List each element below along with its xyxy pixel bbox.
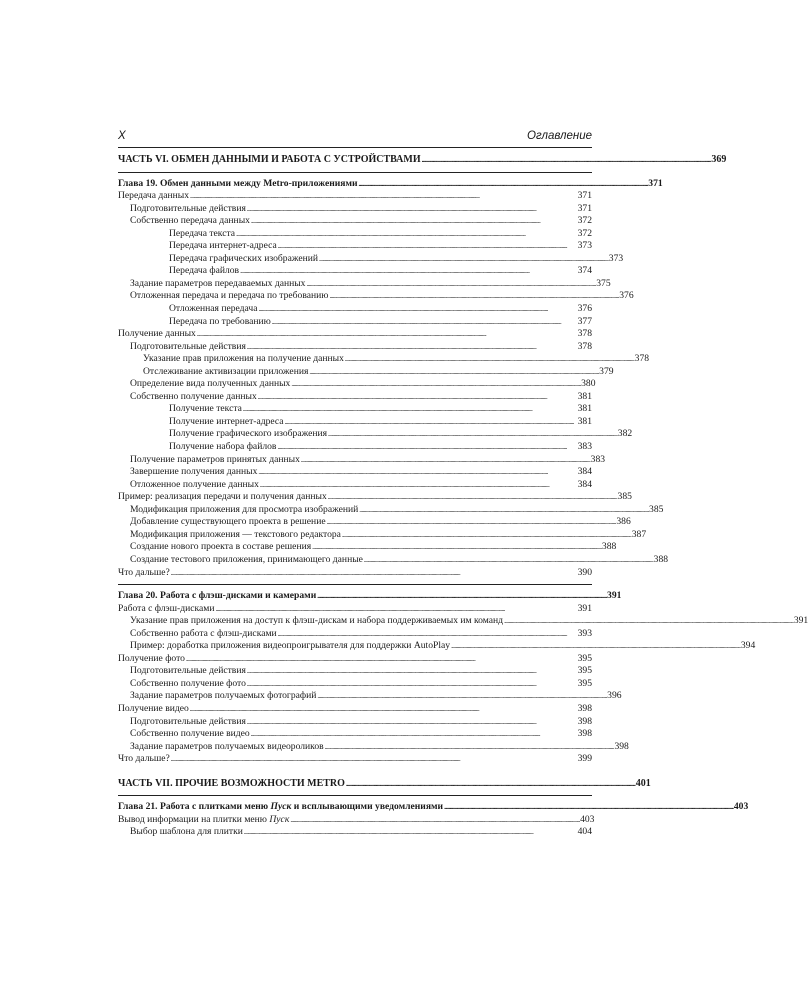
toc-entry[interactable] bbox=[118, 341, 592, 354]
toc-title: Передача текста bbox=[169, 227, 236, 239]
toc-entry[interactable] bbox=[118, 190, 592, 203]
toc-page: 398 bbox=[577, 715, 592, 727]
dot-leader bbox=[359, 504, 648, 517]
toc-entry[interactable] bbox=[118, 826, 592, 839]
toc-entry[interactable] bbox=[118, 603, 592, 616]
toc-title: Добавление существующего проекта в решение bbox=[130, 516, 326, 528]
toc-title: Собственно получение видео bbox=[130, 728, 250, 740]
dot-leader bbox=[328, 428, 617, 441]
dot-leader bbox=[359, 178, 648, 191]
dot-leader bbox=[278, 628, 577, 641]
toc-entry[interactable] bbox=[118, 453, 606, 467]
toc-entry[interactable] bbox=[118, 716, 592, 729]
toc-page: 390 bbox=[577, 566, 592, 578]
toc-entry[interactable] bbox=[118, 365, 614, 379]
toc-entry[interactable] bbox=[118, 316, 592, 329]
dot-leader bbox=[244, 826, 577, 839]
toc-title: Создание нового проекта в составе решения bbox=[130, 541, 312, 553]
toc-entry[interactable] bbox=[118, 228, 592, 241]
toc-entry[interactable] bbox=[118, 215, 592, 228]
toc-title: Получение графического изображения bbox=[169, 428, 328, 440]
toc-page: 380 bbox=[581, 378, 596, 390]
toc-page: 378 bbox=[577, 340, 592, 352]
toc-title: Модификация приложения для просмотра изображений bbox=[130, 503, 359, 515]
toc-entry[interactable] bbox=[118, 328, 592, 341]
toc-entry[interactable] bbox=[118, 503, 664, 517]
toc-entry[interactable] bbox=[118, 615, 808, 628]
toc-title: Передача по требованию bbox=[169, 315, 271, 327]
toc-title: Определение вида полученных данных bbox=[130, 378, 291, 390]
dot-leader bbox=[277, 441, 576, 454]
toc-page: 391 bbox=[607, 590, 622, 602]
toc-chapter-20[interactable] bbox=[118, 590, 622, 603]
toc-page: 381 bbox=[577, 403, 592, 415]
dot-leader bbox=[342, 529, 631, 542]
toc-page: 385 bbox=[617, 491, 632, 503]
toc-title: Получение фото bbox=[118, 652, 185, 664]
toc-title: Отложенное получение данных bbox=[130, 478, 259, 490]
toc-entry[interactable] bbox=[118, 678, 592, 691]
dot-leader bbox=[251, 728, 577, 741]
dot-leader bbox=[258, 303, 576, 316]
toc-entry[interactable] bbox=[118, 753, 592, 766]
toc-page: 396 bbox=[607, 690, 622, 702]
toc-title: Получение параметров принятых данных bbox=[130, 453, 300, 465]
toc-title: ЧАСТЬ VII. ПРОЧИЕ ВОЗМОЖНОСТИ METRO bbox=[118, 777, 345, 789]
toc-entry[interactable] bbox=[118, 277, 611, 291]
toc-page: 404 bbox=[577, 826, 592, 838]
dot-leader bbox=[325, 741, 614, 754]
toc-page: 383 bbox=[577, 441, 592, 453]
toc-chapter-19[interactable] bbox=[118, 177, 663, 191]
dot-leader bbox=[247, 678, 577, 691]
dot-leader bbox=[258, 466, 576, 479]
toc-entry[interactable] bbox=[118, 391, 592, 404]
dot-leader bbox=[317, 590, 606, 603]
toc-entry[interactable] bbox=[118, 416, 592, 429]
toc-page: 398 bbox=[614, 740, 629, 752]
toc-title: Отложенная передача и передача по требованию bbox=[130, 290, 329, 302]
toc-entry[interactable] bbox=[118, 303, 592, 316]
toc-entry[interactable] bbox=[118, 728, 592, 741]
toc-page: 395 bbox=[577, 665, 592, 677]
toc-page: 373 bbox=[577, 240, 592, 252]
toc-entry[interactable] bbox=[118, 479, 592, 492]
toc-title: Подготовительные действия bbox=[130, 665, 246, 677]
toc-page: 388 bbox=[601, 541, 617, 553]
toc-entry[interactable] bbox=[118, 528, 647, 542]
toc-entry[interactable] bbox=[118, 466, 592, 479]
toc-entry[interactable] bbox=[118, 378, 596, 391]
toc-chapter-21[interactable] bbox=[118, 801, 749, 814]
table-of-contents bbox=[118, 154, 808, 839]
dot-leader bbox=[216, 603, 577, 616]
toc-entry[interactable] bbox=[118, 567, 592, 580]
toc-entry[interactable] bbox=[118, 290, 634, 303]
dot-leader bbox=[364, 554, 653, 567]
page-number-roman: X bbox=[118, 130, 126, 142]
toc-title: Собственно получение фото bbox=[130, 677, 246, 689]
toc-title: Получение видео bbox=[118, 702, 189, 714]
toc-page: 371 bbox=[577, 190, 592, 202]
dot-leader bbox=[422, 154, 711, 167]
dot-leader bbox=[312, 541, 601, 554]
dot-leader bbox=[306, 278, 595, 291]
toc-entry[interactable] bbox=[118, 553, 669, 567]
toc-entry[interactable] bbox=[118, 628, 592, 641]
toc-entry[interactable] bbox=[118, 240, 592, 253]
toc-page: 398 bbox=[577, 702, 592, 714]
toc-title: Передача данных bbox=[118, 190, 190, 202]
toc-page: 372 bbox=[577, 215, 592, 227]
dot-leader bbox=[345, 353, 634, 366]
toc-title: Что дальше? bbox=[118, 566, 170, 578]
toc-title: Передача файлов bbox=[169, 265, 240, 277]
toc-page: 403 bbox=[733, 801, 749, 813]
dot-leader bbox=[290, 814, 579, 827]
dot-leader bbox=[247, 665, 577, 678]
toc-title: Подготовительные действия bbox=[130, 715, 246, 727]
toc-page: 371 bbox=[648, 177, 663, 189]
toc-title: Завершение получения данных bbox=[130, 466, 258, 478]
dot-leader bbox=[247, 341, 577, 354]
toc-page: 377 bbox=[577, 315, 592, 327]
dot-leader bbox=[451, 640, 740, 653]
toc-entry[interactable] bbox=[118, 640, 756, 653]
dot-leader bbox=[444, 801, 733, 814]
toc-entry[interactable] bbox=[118, 428, 633, 441]
toc-title: Указание прав приложения на получение данных bbox=[143, 353, 344, 365]
toc-title: Передача графических изображений bbox=[169, 252, 319, 264]
dot-leader bbox=[301, 454, 590, 467]
dot-leader bbox=[346, 778, 635, 791]
toc-title: Задание параметров получаемых видеороликов bbox=[130, 740, 324, 752]
dot-leader bbox=[317, 690, 606, 703]
toc-entry[interactable] bbox=[118, 690, 622, 703]
dot-leader bbox=[328, 491, 617, 504]
dot-leader bbox=[329, 290, 618, 303]
dot-leader bbox=[272, 316, 577, 329]
toc-title: Получение набора файлов bbox=[169, 441, 277, 453]
toc-page: 394 bbox=[740, 640, 756, 652]
toc-page: 393 bbox=[577, 627, 592, 639]
toc-title: Пример: реализация передачи и получения данных bbox=[118, 491, 327, 503]
toc-entry[interactable] bbox=[118, 813, 595, 827]
dot-leader bbox=[243, 403, 577, 416]
toc-page: 403 bbox=[580, 813, 595, 825]
dot-leader bbox=[240, 265, 577, 278]
toc-page: 371 bbox=[577, 202, 592, 214]
toc-page: 372 bbox=[577, 227, 592, 239]
toc-page: 376 bbox=[577, 303, 592, 315]
toc-page: 391 bbox=[577, 602, 592, 614]
toc-page: 378 bbox=[577, 328, 592, 340]
toc-page: 378 bbox=[634, 353, 650, 365]
dot-leader bbox=[251, 215, 577, 228]
dot-leader bbox=[285, 416, 577, 429]
toc-entry[interactable] bbox=[118, 265, 592, 278]
toc-page: 381 bbox=[577, 390, 592, 402]
dot-leader bbox=[247, 716, 577, 729]
toc-entry[interactable] bbox=[118, 665, 592, 678]
toc-entry[interactable] bbox=[118, 653, 592, 666]
toc-page: 395 bbox=[577, 652, 592, 664]
toc-page: 383 bbox=[590, 453, 606, 465]
toc-title: Глава 21. Работа с плитками меню Пуск и всплывающими уведомлениями bbox=[118, 801, 444, 813]
dot-leader bbox=[171, 753, 577, 766]
toc-page: 391 bbox=[793, 615, 808, 627]
dot-leader bbox=[327, 516, 616, 529]
toc-page: 385 bbox=[649, 503, 664, 515]
toc-page: 388 bbox=[653, 553, 669, 565]
toc-title: Выбор шаблона для плитки bbox=[130, 826, 243, 838]
dot-leader bbox=[278, 240, 577, 253]
toc-title: ЧАСТЬ VI. ОБМЕН ДАННЫМИ И РАБОТА С УСТРОЙСТВАМИ bbox=[118, 154, 421, 165]
dot-leader bbox=[247, 203, 577, 216]
toc-page: 381 bbox=[577, 415, 592, 427]
toc-page: 401 bbox=[635, 777, 651, 789]
toc-page: 379 bbox=[599, 365, 614, 377]
toc-entry[interactable] bbox=[118, 353, 650, 366]
toc-title: Собственно работа с флэш-дисками bbox=[130, 627, 277, 639]
dot-leader bbox=[504, 615, 793, 628]
toc-title: Подготовительные действия bbox=[130, 202, 246, 214]
toc-title: Собственно передача данных bbox=[130, 215, 250, 227]
toc-title: Модификация приложения — текстового редактора bbox=[130, 528, 341, 540]
toc-title: Указание прав приложения на доступ к флэш-дискам и набора поддерживаемых им команд bbox=[130, 615, 504, 627]
dot-leader bbox=[190, 703, 577, 716]
toc-title: Задание параметров получаемых фотографий bbox=[130, 690, 317, 702]
toc-title: Что дальше? bbox=[118, 753, 170, 765]
toc-title: Создание тестового приложения, принимающего данные bbox=[130, 553, 363, 565]
dot-leader bbox=[319, 253, 608, 266]
toc-title: Пример: доработка приложения видеопроигрывателя для поддержки AutoPlay bbox=[130, 640, 451, 652]
toc-page: 395 bbox=[577, 677, 592, 689]
dot-leader bbox=[260, 479, 577, 492]
toc-page: 386 bbox=[616, 516, 631, 528]
dot-leader bbox=[258, 391, 577, 404]
toc-title: Собственно получение данных bbox=[130, 390, 257, 402]
dot-leader bbox=[236, 228, 577, 241]
toc-entry[interactable] bbox=[118, 252, 624, 266]
toc-entry[interactable] bbox=[118, 441, 592, 454]
toc-entry[interactable] bbox=[118, 516, 631, 529]
toc-title: Задание параметров передаваемых данных bbox=[130, 277, 306, 289]
toc-title: Подготовительные действия bbox=[130, 340, 246, 352]
toc-title: Отложенная передача bbox=[169, 303, 258, 315]
toc-title: Глава 20. Работа с флэш-дисками и камерами bbox=[118, 590, 317, 602]
running-header bbox=[118, 127, 592, 148]
toc-entry[interactable] bbox=[118, 740, 629, 754]
toc-page: 369 bbox=[711, 154, 727, 165]
toc-title: Работа с флэш-дисками bbox=[118, 602, 215, 614]
dot-leader bbox=[171, 567, 577, 580]
dot-leader bbox=[309, 366, 598, 379]
toc-page: 384 bbox=[577, 466, 592, 478]
toc-entry[interactable] bbox=[118, 403, 592, 416]
header-title: Оглавление bbox=[527, 130, 592, 142]
toc-title: Получение интернет-адреса bbox=[169, 415, 284, 427]
toc-entry[interactable] bbox=[118, 703, 592, 716]
toc-title: Получение данных bbox=[118, 328, 196, 340]
toc-page: 373 bbox=[608, 252, 624, 264]
dot-leader bbox=[190, 190, 577, 203]
toc-page: 374 bbox=[577, 265, 592, 277]
toc-page: 398 bbox=[577, 728, 592, 740]
toc-page: 399 bbox=[577, 753, 592, 765]
toc-part-7[interactable] bbox=[118, 777, 651, 791]
toc-page: 375 bbox=[596, 277, 611, 289]
dot-leader bbox=[291, 378, 580, 391]
toc-page: 382 bbox=[617, 428, 633, 440]
toc-entry[interactable] bbox=[118, 491, 632, 504]
toc-page: 376 bbox=[619, 290, 634, 302]
toc-page: 384 bbox=[577, 478, 592, 490]
toc-page: 387 bbox=[631, 528, 647, 540]
toc-title: Отслеживание активизации приложения bbox=[143, 365, 309, 377]
toc-part-6[interactable] bbox=[118, 154, 727, 167]
toc-title: Передача интернет-адреса bbox=[169, 240, 277, 252]
toc-title: Глава 19. Обмен данными между Metro-приложениями bbox=[118, 177, 358, 189]
dot-leader bbox=[197, 328, 577, 341]
toc-entry[interactable] bbox=[118, 541, 617, 554]
toc-title: Получение текста bbox=[169, 403, 242, 415]
toc-title: Вывод информации на плитки меню Пуск bbox=[118, 813, 290, 825]
toc-entry[interactable] bbox=[118, 203, 592, 216]
dot-leader bbox=[186, 653, 577, 666]
